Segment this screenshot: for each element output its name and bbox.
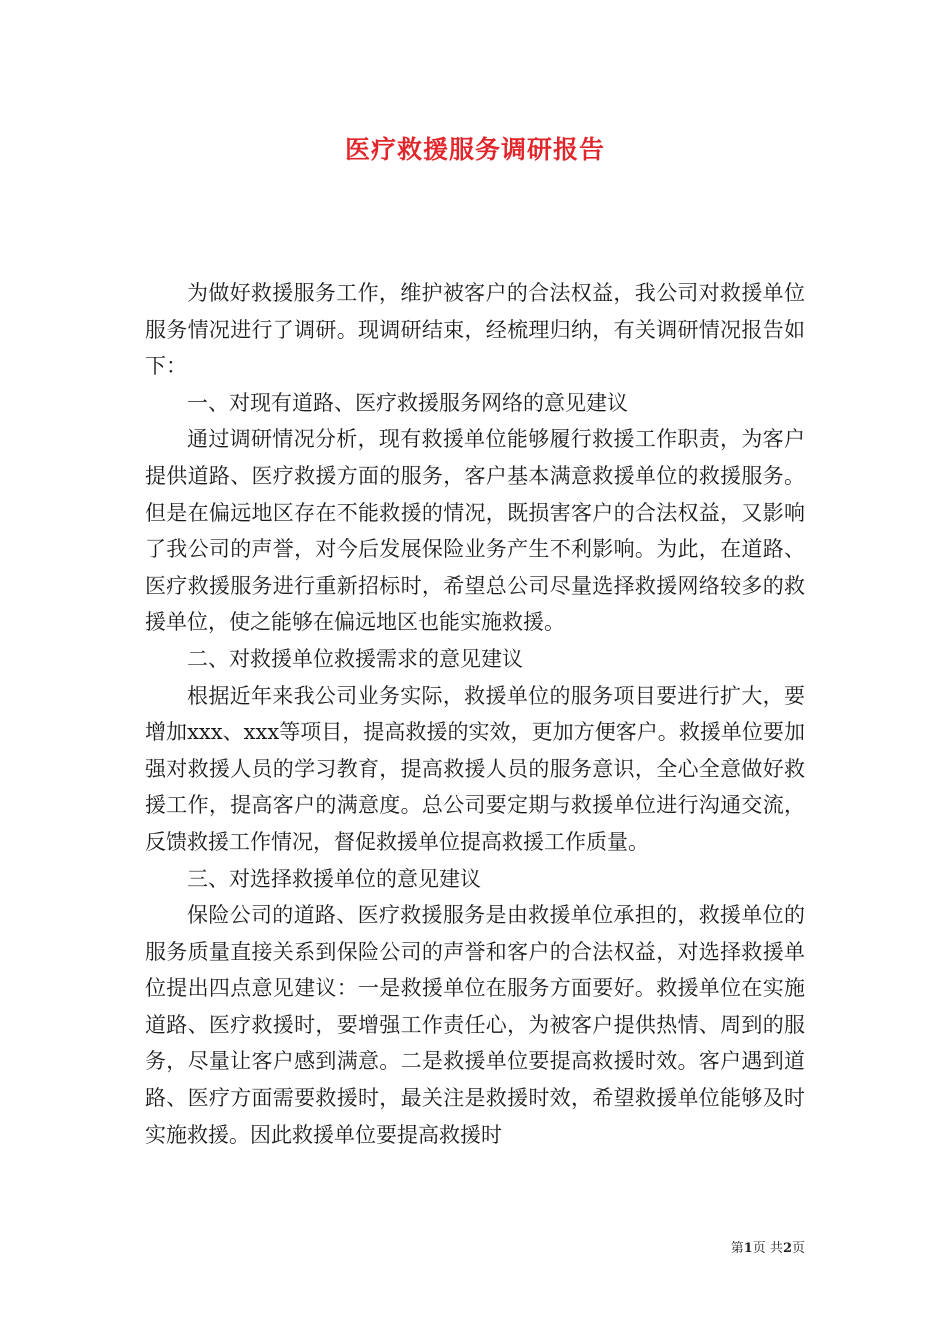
page-number-footer bbox=[731, 1240, 805, 1258]
section-heading-2: 二、对救援单位救援需求的意见建议 bbox=[187, 646, 523, 671]
current-page-number: 1 bbox=[743, 1241, 753, 1256]
footer-middle: 页 共 bbox=[752, 1241, 783, 1256]
section-heading-1: 一、对现有道路、医疗救援服务网络的意见建议 bbox=[187, 390, 628, 415]
section-paragraph-3: 保险公司的道路、医疗救援服务是由救援单位承担的，救援单位的服务质量直接关系到保险公司的声誉和客户的合法权益，对选择救援单位提出四点意见建议：一是救援单位在服务方面要好。救援单位在实施道路、医疗救援时，要增强工作责任心，为被客户提供热情、周到的服务，尽量让客户感到满意。二是救援单位要提高救援时效。客户遇到道路、医疗方面需要救援时，最关注是救援时效，希望救援单位能够及时实施救援。因此救援单位要提高救援时 bbox=[145, 903, 805, 1147]
intro-paragraph: 为做好救援服务工作，维护被客户的合法权益，我公司对救援单位服务情况进行了调研。现调研结束，经梳理归纳，有关调研情况报告如下： bbox=[145, 281, 805, 379]
total-page-number: 2 bbox=[782, 1241, 792, 1256]
footer-suffix: 页 bbox=[791, 1241, 805, 1256]
footer-prefix: 第 bbox=[730, 1241, 744, 1256]
document-title: 医疗救援服务调研报告 bbox=[344, 135, 605, 164]
section-paragraph-1: 通过调研情况分析，现有救援单位能够履行救援工作职责，为客户提供道路、医疗救援方面的服务，客户基本满意救援单位的救援服务。但是在偏远地区存在不能救援的情况，既损害客户的合法权益，又影响了我公司的声誉，对今后发展保险业务产生不利影响。为此，在道路、医疗救援服务进行重新招标时，希望总公司尽量选择救援网络较多的救援单位，使之能够在偏远地区也能实施救援。 bbox=[145, 427, 805, 635]
section-heading-3: 三、对选择救援单位的意见建议 bbox=[187, 866, 481, 891]
document-body bbox=[145, 275, 805, 1153]
section-paragraph-2: 根据近年来我公司业务实际，救援单位的服务项目要进行扩大，要增加xxx、xxx等项目，提高救援的实效，更加方便客户。救援单位要加强对救援人员的学习教育，提高救援人员的服务意识，全心全意做好救援工作，提高客户的满意度。总公司要定期与救援单位进行沟通交流，反馈救援工作情况，督促救援单位提高救援工作质量。 bbox=[145, 683, 805, 854]
